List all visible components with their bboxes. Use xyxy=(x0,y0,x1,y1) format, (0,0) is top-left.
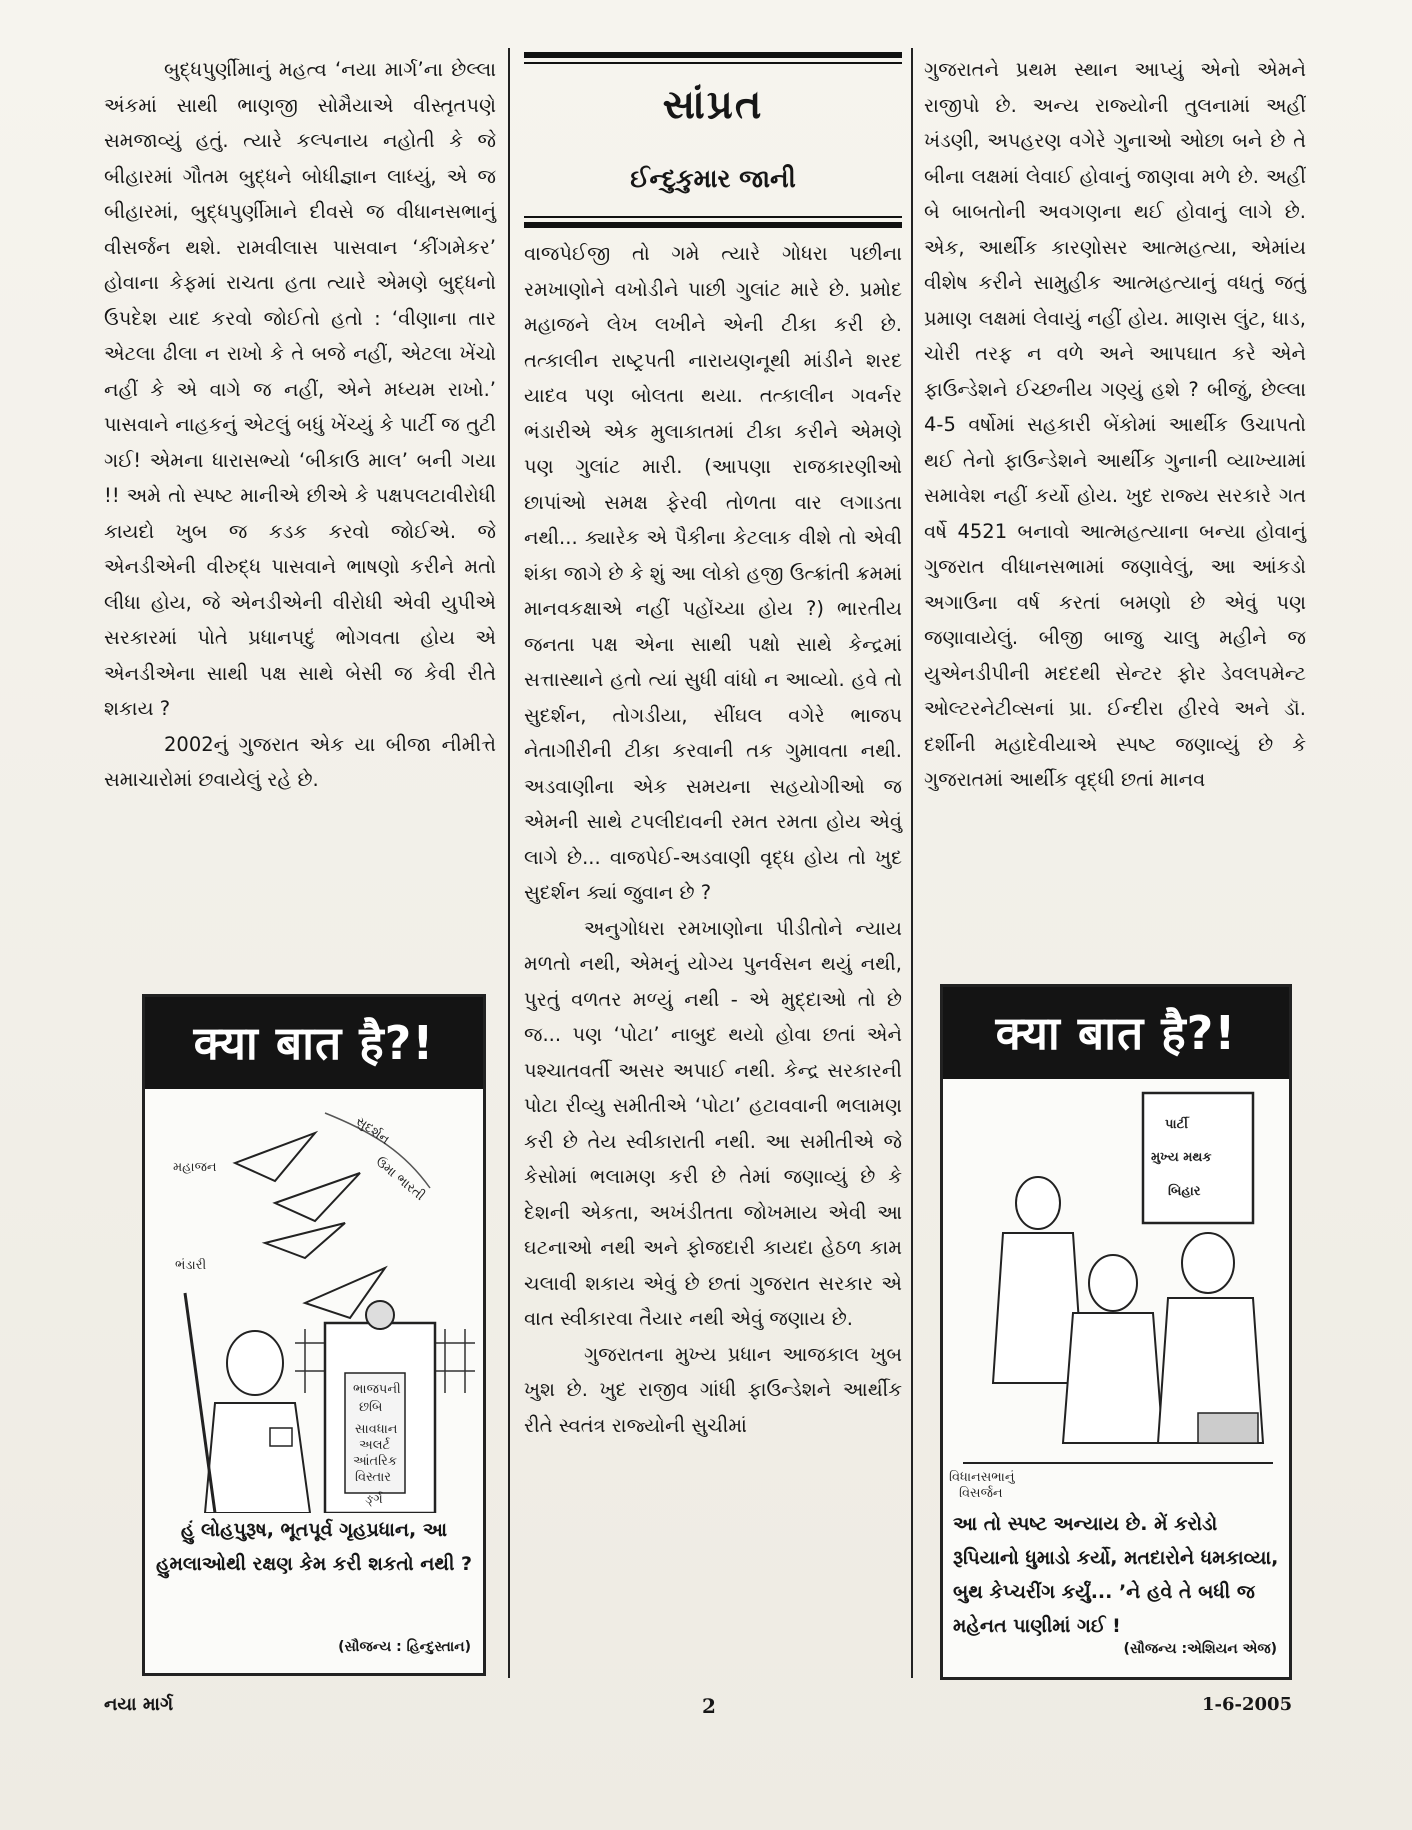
paragraph: બુદ્ધપુર્ણીમાનું મહત્વ ‘નયા માર્ગ’ના છેલ્લા અંકમાં સાથી ભાણજી સોમૈયાએ વીસ્તૃતપણે સમજાવ્યું હતું. ત્યારે કલ્પનાય નહોતી કે જે બીહારમાં ગૌતમ બુદ્ધને બોધીજ્ઞાન લાધ્યું, એ જ બીહારમાં, બુદ્ધપુર્ણીમાને દીવસે જ વીધાનસભાનું વીસર્જન થશે. રામવીલાસ પાસવાન ‘કીંગમેકર’ હોવાના કેફમાં રાચતા હતા ત્યારે એમણે બુદ્ધનો ઉપદેશ યાદ કરવો જોઈતો હતો : ‘વીણાના તાર એટલા ઢીલા ન રાખો કે તે બજે નહીં, એટલા ખેંચો નહીં કે એ વાગે જ નહીં, એને મધ્યમ રાખો.’ પાસવાને નાહકનું એટલું બધું ખેંચ્યું કે પાર્ટી જ તુટી ગઈ! એમના ધારાસભ્યો ‘બીકાઉ માલ’ બની ગયા !! અમે તો સ્પષ્ટ માનીએ છીએ કે પક્ષપલટાવીરોધી કાયદો ખુબ જ કડક કરવો જોઈએ. જે એનડીએની વીરુદ્ધ પાસવાને ભાષણો કરીને મતો લીધા હોય, જે એનડીએની વીરોધી એવી યુપીએ સરકારમાં પોતે પ્રધાનપદું ભોગવતા હોય એ એનડીએના સાથી પક્ષ સાથે બેસી જ કેવી રીતે શકાય ? xyxy=(104,58,496,720)
masthead-rule xyxy=(524,216,902,218)
section-title: સાંપ્રત xyxy=(662,82,764,128)
column-divider xyxy=(508,48,510,1678)
masthead-rule xyxy=(524,52,902,58)
paragraph: 2002નું ગુજરાત એક યા બીજા નીમીત્તે સમાચારોમાં છવાયેલું રહે છે. xyxy=(104,732,496,791)
article-column-right xyxy=(924,52,1306,798)
cartoon-caption: આ તો સ્પષ્ટ અન્યાય છે. મેં કરોડો રૂપિયાનો ધુમાડો કર્યો, મતદારોને ધમકાવ્યા, બુથ કેપ્ચરીંગ કર્યું... ’ને હવે તે બધી જ મહેનત પાણીમાં ગઈ ! xyxy=(953,1513,1279,1637)
paragraph: ગુજરાતના મુખ્ય પ્રધાન આજકાલ ખુબ ખુશ છે. ખુદ રાજીવ ગાંધી ફાઉન્ડેશને આર્થીક રીતે સ્વતંત્ર રાજ્યોની સુચીમાં xyxy=(524,1342,902,1437)
paragraph: અનુગોધરા રમખાણોના પીડીતોને ન્યાય મળતો નથી, એમનું યોગ્ય પુનર્વસન થયું નથી, પુરતું વળતર મળ્યું નથી - એ મુદ્દાઓ તો છે જ... પણ ‘પોટા’ નાબુદ થયો હોવા છતાં એને પશ્ચાતવર્તી અસર અપાઈ નથી. કેન્દ્ર સરકારની પોટા રીવ્યુ સમીતીએ ‘પોટા’ હટાવવાની ભલામણ કરી છે તેય સ્વીકારાતી નથી. આ સમીતીએ જે કેસોમાં ભલામણ કરી છે તેમાં જણાવ્યું છે કે દેશની એકતા, અખંડીતતા જોખમાય એવી આ ઘટનાઓ નથી અને ફોજદારી કાયદા હેઠળ કામ ચલાવી શકાય એવું છે છતાં ગુજરાત સરકાર એ વાત સ્વીકારવા તૈયાર નથી એવું જણાય છે. xyxy=(524,916,902,1330)
article-column-left xyxy=(104,52,496,798)
svg-text:મહાજન: મહાજન xyxy=(173,1160,217,1175)
svg-text:વિધાનસભાનું: વિધાનસભાનું xyxy=(949,1470,1015,1485)
footer-date: 1-6-2005 xyxy=(1202,1694,1293,1715)
author-name: ઈન્દુકુમાર જાની xyxy=(630,164,796,193)
svg-text:વિસર્જન: વિસર્જન xyxy=(959,1486,1003,1501)
cartoon-drawing xyxy=(145,1093,477,1513)
column-divider xyxy=(911,48,913,1678)
cartoon-right xyxy=(940,984,1292,1680)
paragraph: વાજપેઈજી તો ગમે ત્યારે ગોધરા પછીના રમખાણોને વખોડીને પાછી ગુલાંટ મારે છે. પ્રમોદ મહાજને લેખ લખીને એની ટીકા કરી છે. તત્કાલીન રાષ્ટ્રપતી નારાયણનૂથી માંડીને શરદ યાદવ પણ બોલતા થયા. તત્કાલીન ગવર્નર ભંડારીએ એક મુલાકાતમાં ટીકા કરીને એમણે પણ ગુલાંટ મારી. (આપણા રાજકારણીઓ છાપાંઓ સમક્ષ ફેરવી તોળતા વાર લગાડતા નથી... ક્યારેક એ પૈકીના કેટલાક વીશે તો એવી શંકા જાગે છે કે શું આ લોકો હજી ઉત્ક્રાંતી ક્રમમાં માનવકક્ષાએ નહીં પહોંચ્યા હોય ?) ભારતીય જનતા પક્ષ એના સાથી પક્ષો સાથે કેન્દ્રમાં સત્તાસ્થાને હતો ત્યાં સુધી વાંધો ન આવ્યો. હવે તો સુદર્શન, તોગડીયા, સીંઘલ વગેરે ભાજપ નેતાગીરીની ટીકા કરવાની તક ગુમાવતા નથી. અડવાણીના એક સમયના સહયોગીઓ જ એમની સાથે ટપલીદાવની રમત રમતા હોય એવું લાગે છે... વાજપેઈ-અડવાણી વૃદ્ધ હોય તો ખુદ સુદર્શન ક્યાં જુવાન છે ? xyxy=(524,242,902,904)
svg-text:આંતરિક: આંતરિક xyxy=(353,1454,397,1469)
masthead-rule xyxy=(524,222,902,228)
cartoon-drawing xyxy=(943,1083,1283,1503)
cartoon-credit: (સૌજન્ય :એશિયન એજ) xyxy=(1123,1641,1277,1657)
cartoon-credit: (સૌજન્ય : હિન્દુસ્તાન) xyxy=(338,1639,471,1655)
footer-page-number: 2 xyxy=(702,1694,716,1718)
svg-text:ભાજપની: ભાજપની xyxy=(353,1382,401,1397)
svg-text:વિસ્તાર: વિસ્તાર xyxy=(355,1470,391,1485)
svg-text:સાવધાન: સાવધાન xyxy=(355,1422,398,1437)
svg-text:મુખ્ય મથક: મુખ્ય મથક xyxy=(1151,1150,1212,1165)
svg-text:ભંડારી: ભંડારી xyxy=(175,1258,207,1273)
cartoon-banner: क्या बात है?! xyxy=(145,997,483,1089)
section-masthead xyxy=(524,52,902,228)
cartoon-banner: क्या बात है?! xyxy=(943,987,1289,1079)
svg-text:ઉમા ભારતી: ઉમા ભારતી xyxy=(372,1154,428,1204)
svg-text:અલર્ટ: અલર્ટ xyxy=(359,1438,391,1453)
svg-text:પાર્ટી: પાર્ટી xyxy=(1165,1117,1188,1132)
svg-text:બિહાર: બિહાર xyxy=(1168,1184,1201,1199)
svg-text:છબિ: છબિ xyxy=(359,1400,383,1415)
svg-text:ર્ઙ્ગ: ર્ઙ્ગ xyxy=(365,1492,383,1507)
svg-text:સુદર્શન: સુદર્શન xyxy=(352,1113,393,1148)
footer-publication: નયા માર્ગ xyxy=(104,1694,174,1715)
paragraph: ગુજરાતને પ્રથમ સ્થાન આપ્યું એનો એમને રાજીપો છે. અન્ય રાજ્યોની તુલનામાં અહીં ખંડણી, અપહરણ વગેરે ગુનાઓ ઓછા બને છે તે બીના લક્ષમાં લેવાઈ હોવાનું જાણવા મળે છે. અહીં બે બાબતોની અવગણના થઈ હોવાનું લાગે છે. એક, આર્થીક કારણોસર આત્મહત્યા, એમાંય વીશેષ કરીને સામુહીક આત્મહત્યાનું વધતું જતું પ્રમાણ લક્ષમાં લેવાયું નહીં હોય. માણસ લુંટ, ધાડ, ચોરી તરફ ન વળે અને આપઘાત કરે એને ફાઉન્ડેશને ઈચ્છનીય ગણ્યું હશે ? બીજું, છેલ્લા 4-5 વર્ષોમાં સહકારી બેંકોમાં આર્થીક ઉચાપતો થઈ તેનો ફાઉન્ડેશને આર્થીક ગુનાની વ્યાખ્યામાં સમાવેશ નહીં કર્યો હોય. ખુદ રાજ્ય સરકારે ગત વર્ષે 4521 બનાવો આત્મહત્યાના બન્યા હોવાનું ગુજરાત વીધાનસભામાં જણાવેલું, આ આંકડો અગાઉના વર્ષ કરતાં બમણો છે એવું પણ જણાવાયેલું. બીજી બાજુ ચાલુ મહીને જ યુએનડીપીની મદદથી સેન્ટર ફોર ડેવલપમેન્ટ ઓલ્ટરનેટીવ્સનાં પ્રા. ઈન્દીરા હીરવે અને ડૉ. દર્શીની મહાદેવીયાએ સ્પષ્ટ જણાવ્યું છે કે ગુજરાતમાં આર્થીક વૃદ્ધી છતાં માનવ xyxy=(924,58,1306,791)
cartoon-caption: હું લોહપુરૂષ, ભૂતપૂર્વ ગૃહપ્રધાન, આ હુમલાઓથી રક્ષણ કેમ કરી શકતો નથી ? xyxy=(155,1519,473,1575)
masthead-rule xyxy=(524,62,902,64)
article-column-middle xyxy=(524,236,902,1443)
cartoon-left xyxy=(142,994,486,1676)
